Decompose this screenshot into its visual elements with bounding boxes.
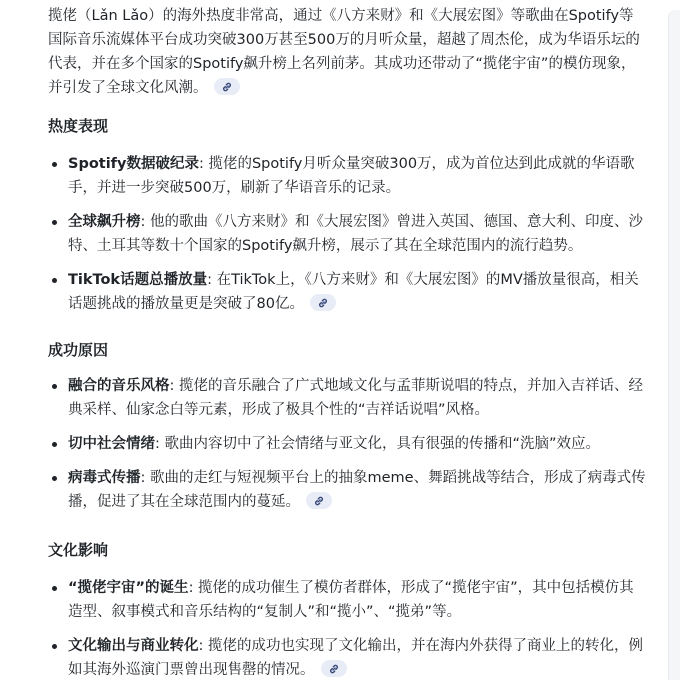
culture-list bbox=[48, 576, 648, 680]
item-term: 病毒式传播 bbox=[68, 470, 141, 486]
reason-list bbox=[48, 374, 648, 524]
item-text: : 揽佬的成功催生了模仿者群体，形成了“揽佬宇宙”，其中包括模仿其造型、叙事模式和音乐结构的“复制人”和“揽小”、“揽弟”等。 bbox=[68, 580, 634, 620]
source-link-chip[interactable] bbox=[321, 660, 347, 677]
source-link-chip[interactable] bbox=[310, 294, 336, 311]
side-panel-edge bbox=[668, 10, 680, 680]
section-title-reason: 成功原因 bbox=[48, 341, 109, 359]
item-text: : 揽佬的音乐融合了广式地域文化与孟菲斯说唱的特点，并加入吉祥话、经典采样、仙家念白等元素，形成了极具个性的“吉祥话说唱”风格。 bbox=[68, 378, 643, 418]
item-text: : 歌曲内容切中了社会情绪与亚文化，具有很强的传播和“洗脑”效应。 bbox=[155, 436, 601, 452]
list-item bbox=[48, 268, 648, 316]
item-text: : 揽佬的成功也实现了文化输出，并在海内外获得了商业上的转化，例如其海外巡演门票曾出现售罄的情况。 bbox=[68, 638, 643, 678]
item-text: : 他的歌曲《八方来财》和《大展宏图》曾进入英国、德国、意大利、印度、沙特、土耳其等数十个国家的Spotify飙升榜，展示了其在全球范围内的流行趋势。 bbox=[68, 214, 643, 254]
item-term: TikTok话题总播放量 bbox=[68, 272, 208, 288]
item-text: : 歌曲的走红与短视频平台上的抽象meme、舞蹈挑战等结合，形成了病毒式传播，促进了其在全球范围内的蔓延。 bbox=[68, 470, 646, 510]
item-text: : 揽佬的Spotify月听众量突破300万，成为首位达到此成就的华语歌手，并进一步突破500万，刷新了华语音乐的记录。 bbox=[68, 156, 635, 196]
item-term: 文化输出与商业转化 bbox=[68, 638, 199, 654]
list-item bbox=[48, 374, 648, 422]
item-term: 切中社会情绪 bbox=[68, 436, 155, 452]
intro-paragraph bbox=[48, 4, 648, 100]
heat-list bbox=[48, 152, 648, 326]
source-link-chip[interactable] bbox=[214, 78, 240, 95]
intro-text: 揽佬（Lǎn Lǎo）的海外热度非常高，通过《八方来财》和《大展宏图》等歌曲在Spotify等国际音乐流媒体平台成功突破300万甚至500万的月听众量，超越了周杰伦，成为华语乐坛的代表，并在多个国家的Spotify飙升榜上名列前茅。其成功还带动了“揽佬宇宙”的模仿现象，并引发了全球文化风潮。 bbox=[48, 8, 640, 96]
link-icon bbox=[328, 663, 340, 675]
list-item bbox=[48, 634, 648, 680]
item-term: 全球飙升榜 bbox=[68, 214, 141, 230]
section-title-culture: 文化影响 bbox=[48, 541, 109, 559]
link-icon bbox=[313, 495, 325, 507]
link-icon bbox=[221, 81, 233, 93]
item-term: 融合的音乐风格 bbox=[68, 378, 170, 394]
list-item bbox=[48, 152, 648, 200]
list-item bbox=[48, 576, 648, 624]
item-term: Spotify数据破纪录 bbox=[68, 156, 199, 172]
item-term: “揽佬宇宙”的诞生 bbox=[68, 580, 189, 596]
list-item bbox=[48, 466, 648, 514]
source-link-chip[interactable] bbox=[306, 492, 332, 509]
response-article bbox=[48, 4, 648, 678]
section-title-heat: 热度表现 bbox=[48, 117, 109, 135]
item-text: : 在TikTok上，《八方来财》和《大展宏图》的MV播放量很高，相关话题挑战的播放量更是突破了80亿。 bbox=[68, 272, 639, 312]
list-item bbox=[48, 432, 648, 456]
link-icon bbox=[317, 297, 329, 309]
list-item bbox=[48, 210, 648, 258]
